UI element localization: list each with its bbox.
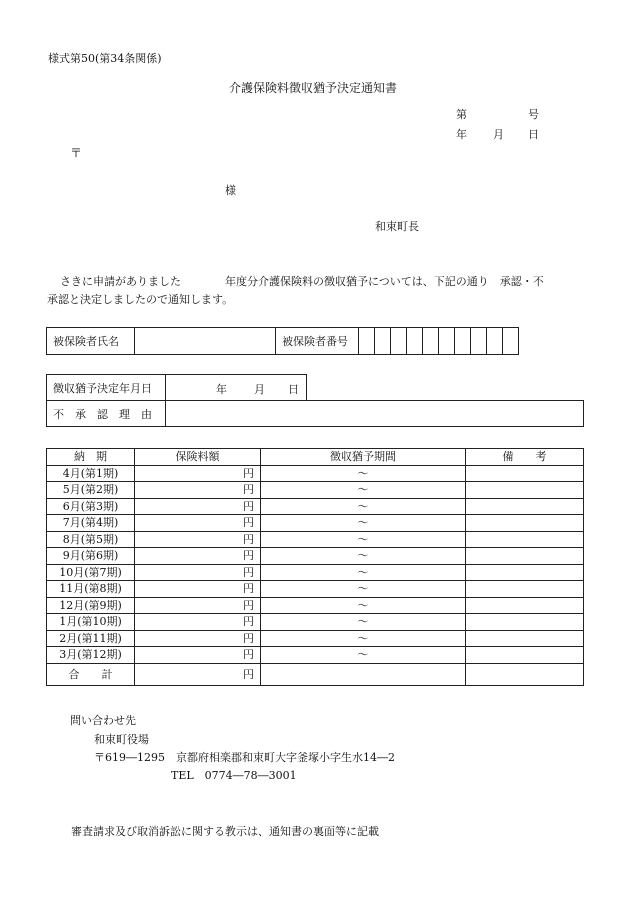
premium-amount[interactable]: 円	[135, 614, 261, 631]
insured-name-label: 被保険者氏名	[47, 328, 135, 355]
schedule-table	[46, 448, 584, 686]
table-row	[47, 647, 584, 664]
period-label: 3月(第12期)	[47, 647, 135, 664]
header-period: 納 期	[47, 449, 135, 466]
premium-amount[interactable]: 円	[135, 597, 261, 614]
premium-amount[interactable]: 円	[135, 564, 261, 581]
decision-year: 年	[216, 383, 227, 396]
doc-number-suffix: 号	[528, 108, 539, 121]
insured-info-table	[46, 327, 519, 355]
period-label: 7月(第4期)	[47, 515, 135, 532]
decision-date-label: 徴収猶予決定年月日	[47, 375, 166, 401]
table-row	[47, 630, 584, 647]
footer-note: 審査請求及び取消訴訟に関する教示は、通知書の裏面等に記載	[71, 825, 379, 838]
decision-blank	[307, 375, 584, 401]
rejection-reason-field[interactable]	[166, 401, 584, 427]
insured-number-label: 被保険者番号	[276, 328, 359, 355]
insured-name-field[interactable]	[135, 328, 276, 355]
body-line-1: さきに申請がありました 年度分介護保険料の徴収猶予については、下記の通り 承認・不	[60, 275, 544, 288]
date-year: 年	[456, 128, 467, 141]
deferral-period[interactable]: ～	[261, 498, 466, 515]
period-label: 12月(第9期)	[47, 597, 135, 614]
date-month: 月	[493, 128, 504, 141]
total-label: 合 計	[47, 663, 135, 685]
table-row	[47, 597, 584, 614]
remarks[interactable]	[466, 465, 584, 482]
premium-amount[interactable]: 円	[135, 482, 261, 499]
table-row	[47, 564, 584, 581]
insured-number-cell[interactable]	[455, 328, 471, 355]
table-row	[47, 531, 584, 548]
premium-amount[interactable]: 円	[135, 630, 261, 647]
form-number: 様式第50(第34条関係)	[48, 52, 162, 65]
premium-amount[interactable]: 円	[135, 581, 261, 598]
insured-number-cell[interactable]	[359, 328, 375, 355]
table-row	[47, 614, 584, 631]
deferral-period[interactable]: ～	[261, 548, 466, 565]
date-day: 日	[528, 128, 539, 141]
period-label: 11月(第8期)	[47, 581, 135, 598]
remarks[interactable]	[466, 614, 584, 631]
period-label: 8月(第5期)	[47, 531, 135, 548]
contact-tel: TEL 0774―78―3001	[171, 769, 297, 782]
period-label: 5月(第2期)	[47, 482, 135, 499]
header-premium: 保険料額	[135, 449, 261, 466]
table-row	[47, 482, 584, 499]
period-label: 1月(第10期)	[47, 614, 135, 631]
deferral-period[interactable]: ～	[261, 515, 466, 532]
insured-number-cell[interactable]	[439, 328, 455, 355]
insured-number-cell[interactable]	[471, 328, 487, 355]
deferral-period[interactable]: ～	[261, 465, 466, 482]
total-deferral[interactable]	[261, 663, 466, 685]
period-label: 2月(第11期)	[47, 630, 135, 647]
premium-amount[interactable]: 円	[135, 515, 261, 532]
remarks[interactable]	[466, 548, 584, 565]
remarks[interactable]	[466, 564, 584, 581]
honorific: 様	[225, 184, 236, 197]
deferral-period[interactable]: ～	[261, 581, 466, 598]
doc-number-prefix: 第	[456, 108, 467, 121]
total-amount[interactable]: 円	[135, 663, 261, 685]
period-label: 9月(第6期)	[47, 548, 135, 565]
period-label: 4月(第1期)	[47, 465, 135, 482]
remarks[interactable]	[466, 498, 584, 515]
contact-office: 和束町役場	[94, 733, 149, 746]
header-deferral-period: 徴収猶予期間	[261, 449, 466, 466]
deferral-period[interactable]: ～	[261, 647, 466, 664]
remarks[interactable]	[466, 482, 584, 499]
period-label: 6月(第3期)	[47, 498, 135, 515]
premium-amount[interactable]: 円	[135, 531, 261, 548]
table-row	[47, 548, 584, 565]
header-remarks: 備 考	[466, 449, 584, 466]
insured-number-cell[interactable]	[423, 328, 439, 355]
deferral-period[interactable]: ～	[261, 597, 466, 614]
decision-table	[46, 374, 584, 427]
remarks[interactable]	[466, 515, 584, 532]
contact-heading: 問い合わせ先	[70, 714, 136, 727]
deferral-period[interactable]: ～	[261, 482, 466, 499]
total-row	[47, 663, 584, 685]
premium-amount[interactable]: 円	[135, 498, 261, 515]
premium-amount[interactable]: 円	[135, 465, 261, 482]
document-title: 介護保険料徴収猶予決定通知書	[229, 81, 398, 95]
issuer: 和束町長	[375, 220, 419, 233]
deferral-period[interactable]: ～	[261, 630, 466, 647]
postal-mark: 〒	[70, 146, 83, 160]
decision-day: 日	[288, 383, 299, 396]
premium-amount[interactable]: 円	[135, 647, 261, 664]
period-label: 10月(第7期)	[47, 564, 135, 581]
remarks[interactable]	[466, 531, 584, 548]
decision-month: 月	[254, 383, 265, 396]
insured-number-cell[interactable]	[503, 328, 519, 355]
insured-number-cell[interactable]	[375, 328, 391, 355]
total-remarks[interactable]	[466, 663, 584, 685]
rejection-reason-label: 不 承 認 理 由	[47, 401, 166, 427]
body-line-2: 承認と決定しましたので通知します。	[47, 293, 234, 306]
deferral-period[interactable]: ～	[261, 531, 466, 548]
insured-number-cell[interactable]	[407, 328, 423, 355]
deferral-period[interactable]: ～	[261, 564, 466, 581]
decision-date-field[interactable]	[166, 375, 307, 401]
insured-number-cell[interactable]	[391, 328, 407, 355]
remarks[interactable]	[466, 597, 584, 614]
table-row	[47, 498, 584, 515]
remarks[interactable]	[466, 630, 584, 647]
remarks[interactable]	[466, 647, 584, 664]
table-row	[47, 465, 584, 482]
insured-number-cell[interactable]	[487, 328, 503, 355]
table-row	[47, 581, 584, 598]
table-row	[47, 515, 584, 532]
premium-amount[interactable]: 円	[135, 548, 261, 565]
remarks[interactable]	[466, 581, 584, 598]
contact-address: 〒619―1295 京都府相楽郡和束町大字釜塚小字生水14―2	[94, 751, 395, 764]
deferral-period[interactable]: ～	[261, 614, 466, 631]
